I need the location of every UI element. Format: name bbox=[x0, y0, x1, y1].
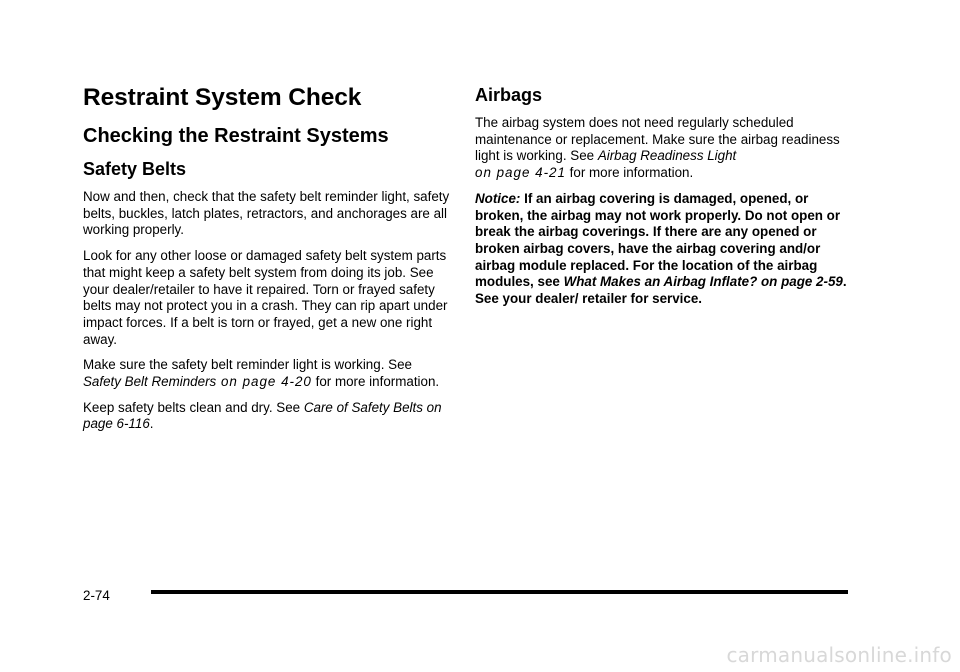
what-makes-an-airbag-inflate-link[interactable]: What Makes an Airbag Inflate? bbox=[563, 274, 758, 290]
airbag-readiness-light-link[interactable]: Airbag Readiness Light bbox=[597, 148, 737, 164]
safety-belts-paragraph-1: Now and then, check that the safety belt reminder light, safety belts, buckles, latch plates, retractors, and anchorages are all working properly. bbox=[83, 189, 450, 238]
safety-belts-paragraph-2: Look for any other loose or damaged safety belt system parts that might keep a safety belt system from doing its job. See your dealer/retailer to have it repaired. Torn or frayed safety belts may not protect you in a crash. They can rip apart under impact forces. If a belt is torn or frayed, get a new one right away. bbox=[83, 248, 448, 347]
notice-body: If an airbag covering is damaged, opened, or broken, the airbag may not work properly. Do not open or break the airbag coverings. If there are any opened or broken airbag covers, have the airbag covering and/or airbag module replaced. For the location of the airbag modules, see bbox=[475, 190, 841, 290]
watermark: carmanualsonline.info bbox=[726, 643, 952, 667]
para3-lead: Make sure the safety belt reminder light is working. See bbox=[83, 357, 412, 373]
airbag-readiness-light-page-ref[interactable]: on page 4-21 bbox=[475, 165, 566, 181]
safety-belts-paragraph-3 bbox=[83, 357, 453, 390]
airbags-para1-lead: The airbag system does not need regularly scheduled maintenance or replacement. Make sure the airbag readiness light is working. See bbox=[475, 115, 840, 164]
airbags-heading: Airbags bbox=[475, 85, 543, 105]
page-number: 2-74 bbox=[83, 588, 110, 603]
page-title: Restraint System Check bbox=[83, 84, 362, 111]
safety-belts-heading: Safety Belts bbox=[83, 159, 187, 179]
airbags-paragraph-1 bbox=[475, 115, 855, 182]
right-column bbox=[475, 83, 855, 317]
what-makes-an-airbag-inflate-page-ref[interactable]: on page 2-59 bbox=[757, 274, 843, 290]
para3-tail: for more information. bbox=[311, 374, 440, 390]
care-of-safety-belts-link[interactable]: Care of Safety Belts on page 6-116 bbox=[83, 399, 442, 432]
notice-label: Notice: bbox=[475, 190, 521, 206]
safety-belts-paragraph-4 bbox=[83, 400, 453, 433]
para4-tail: . bbox=[149, 416, 154, 432]
notice-tail: . See your dealer/ retailer for service. bbox=[475, 274, 847, 307]
para4-lead: Keep safety belts clean and dry. See bbox=[83, 399, 304, 415]
airbags-para1-tail: for more information. bbox=[565, 165, 694, 181]
safety-belt-reminders-page-ref[interactable]: on page 4-20 bbox=[216, 374, 312, 390]
safety-belt-reminders-link[interactable]: Safety Belt Reminders bbox=[83, 374, 217, 390]
footer-rule bbox=[151, 590, 848, 594]
sub-heading: Checking the Restraint Systems bbox=[83, 125, 389, 147]
airbag-notice bbox=[475, 191, 855, 308]
left-column bbox=[83, 82, 453, 442]
